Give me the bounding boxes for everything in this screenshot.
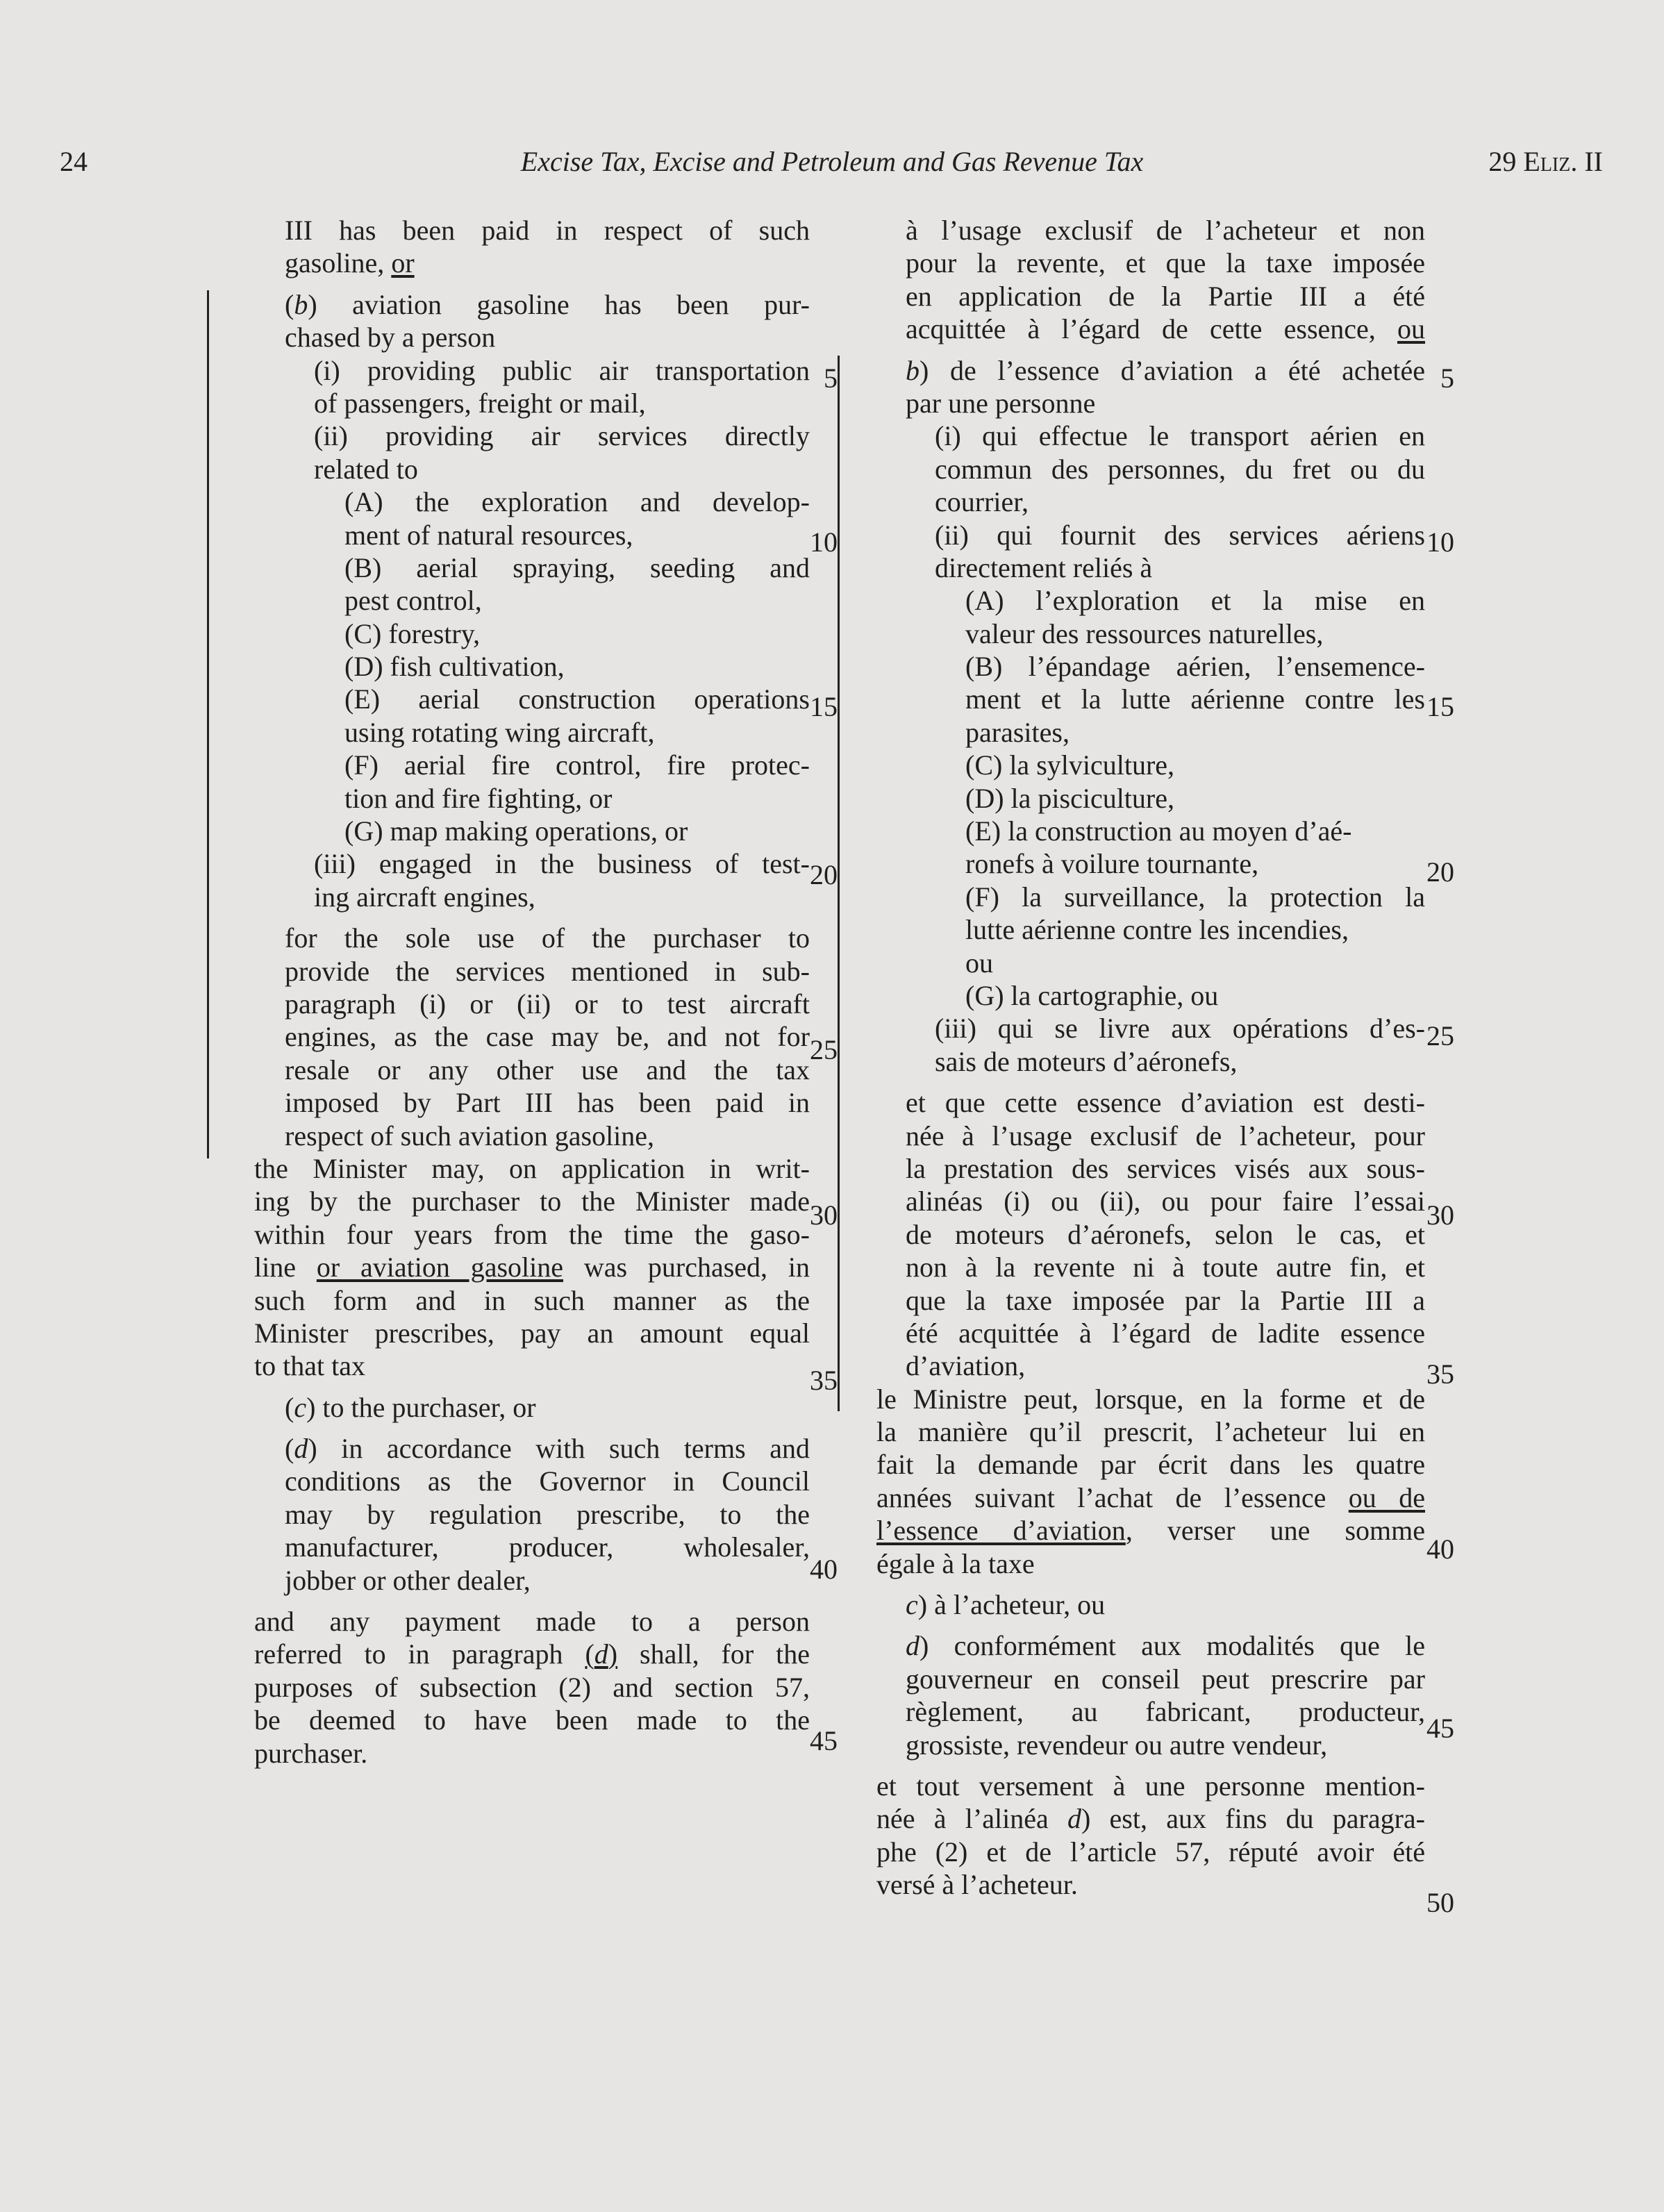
- fr-line: d) conformément aux modalités que le: [906, 1630, 1425, 1662]
- french-column: [876, 214, 1425, 1902]
- fr-line: (F) la surveillance, la protection la: [965, 881, 1425, 913]
- fr-line: d’aviation,: [906, 1350, 1026, 1382]
- change-bar-right: [838, 356, 840, 1411]
- fr-line-number: 50: [1426, 1887, 1454, 1918]
- en-line: (ii) providing air services directly: [314, 420, 810, 452]
- fr-line: lutte aérienne contre les incendies,: [965, 914, 1349, 946]
- fr-line: de moteurs d’aéronefs, selon le cas, et: [906, 1218, 1425, 1250]
- regnal-year: [1488, 144, 1603, 179]
- fr-line: à l’usage exclusif de l’acheteur et non: [906, 215, 1425, 246]
- fr-line: fait la demande par écrit dans les quatre: [876, 1449, 1425, 1481]
- fr-line: courrier,: [935, 486, 1029, 518]
- en-line-number: 35: [810, 1365, 838, 1396]
- fr-line: le Ministre peut, lorsque, en la forme et de: [876, 1383, 1425, 1415]
- en-line: line or aviation gasoline was purchased, in: [254, 1251, 810, 1283]
- fr-line: (ii) qui fournit des services aériens: [935, 519, 1425, 551]
- fr-line: c) à l’acheteur, ou: [906, 1589, 1106, 1621]
- en-line: resale or any other use and the tax: [285, 1054, 810, 1086]
- en-line: chased by a person: [285, 322, 496, 354]
- en-line: be deemed to have been made to the: [254, 1704, 810, 1736]
- fr-line: la manière qu’il prescrit, l’acheteur lui en: [876, 1416, 1425, 1448]
- regnal-year-text: 29 Eliz. II: [1488, 146, 1603, 177]
- fr-line: par une personne: [906, 387, 1096, 419]
- fr-line: et que cette essence d’aviation est desti-: [906, 1087, 1425, 1119]
- en-line: related to: [314, 453, 418, 485]
- fr-line: alinéas (i) ou (ii), ou pour faire l’essai: [906, 1186, 1425, 1217]
- fr-line-number: 20: [1426, 856, 1454, 888]
- fr-line: parasites,: [965, 716, 1070, 748]
- en-line: (F) aerial fire control, fire protec-: [344, 749, 810, 781]
- en-line: (E) aerial construction operations: [344, 683, 810, 715]
- fr-line: en application de la Partie III a été: [906, 280, 1425, 312]
- en-line-number: 20: [810, 859, 838, 890]
- fr-line-number: 40: [1426, 1533, 1454, 1565]
- fr-line: née à l’alinéa d) est, aux fins du paragra-: [876, 1803, 1425, 1835]
- fr-line: années suivant l’achat de l’essence ou de: [876, 1481, 1425, 1513]
- en-line: ing aircraft engines,: [314, 881, 535, 913]
- fr-line: directement reliés à: [935, 551, 1153, 583]
- en-line: purchaser.: [254, 1737, 368, 1769]
- fr-line: que la taxe imposée par la Partie III a: [906, 1284, 1425, 1316]
- fr-line-number: 15: [1426, 691, 1454, 722]
- en-line: (B) aerial spraying, seeding and: [344, 551, 810, 583]
- en-line: engines, as the case may be, and not for: [285, 1021, 810, 1053]
- fr-line-number: 25: [1426, 1020, 1454, 1051]
- en-line: imposed by Part III has been paid in: [285, 1087, 810, 1119]
- en-line: (iii) engaged in the business of test-: [314, 848, 810, 880]
- fr-line: ronefs à voilure tournante,: [965, 848, 1259, 880]
- fr-line: grossiste, revendeur ou autre vendeur,: [906, 1729, 1328, 1761]
- fr-line: phe (2) et de l’article 57, réputé avoir été: [876, 1836, 1425, 1868]
- en-line: the Minister may, on application in writ-: [254, 1152, 810, 1184]
- fr-line: ou: [965, 947, 993, 979]
- en-line: (b) aviation gasoline has been pur-: [285, 288, 810, 320]
- en-line: (c) to the purchaser, or: [285, 1391, 536, 1423]
- en-line: jobber or other dealer,: [285, 1564, 531, 1596]
- en-line-number: 5: [824, 363, 838, 394]
- fr-line: sais de moteurs d’aéronefs,: [935, 1045, 1238, 1077]
- fr-line: (G) la cartographie, ou: [965, 979, 1219, 1011]
- fr-line-number: 45: [1426, 1713, 1454, 1744]
- en-line: for the sole use of the purchaser to: [285, 922, 810, 954]
- en-line: such form and in such manner as the: [254, 1284, 810, 1316]
- en-line: may by regulation prescribe, to the: [285, 1498, 810, 1530]
- en-line: Minister prescribes, pay an amount equal: [254, 1317, 810, 1349]
- fr-line: l’essence d’aviation, verser une somme: [876, 1515, 1426, 1547]
- fr-line: pour la revente, et que la taxe imposée: [906, 247, 1425, 279]
- en-line: ing by the purchaser to the Minister made: [254, 1186, 810, 1217]
- en-line-number: 25: [810, 1034, 838, 1065]
- fr-line: non à la revente ni à toute autre fin, et: [906, 1251, 1425, 1283]
- en-line: (d) in accordance with such terms and: [285, 1433, 810, 1465]
- en-line: III has been paid in respect of such: [285, 215, 810, 246]
- running-title: Excise Tax, Excise and Petroleum and Gas Revenue Tax: [520, 146, 1144, 177]
- fr-line: (C) la sylviculture,: [965, 749, 1175, 781]
- en-line: to that tax: [254, 1350, 365, 1382]
- fr-line: (A) l’exploration et la mise en: [965, 585, 1425, 617]
- fr-line-number: 10: [1426, 526, 1454, 558]
- fr-line: règlement, au fabricant, producteur,: [906, 1696, 1425, 1728]
- fr-line: b) de l’essence d’aviation a été achetée: [906, 354, 1425, 386]
- en-line: (A) the exploration and develop-: [344, 486, 810, 518]
- fr-line: la prestation des services visés aux sous-: [906, 1152, 1425, 1184]
- fr-line: (B) l’épandage aérien, l’ensemence-: [965, 651, 1425, 683]
- fr-line-number: 35: [1426, 1358, 1454, 1390]
- en-line: (D) fish cultivation,: [344, 651, 565, 683]
- en-line: paragraph (i) or (ii) or to test aircraft: [285, 988, 810, 1020]
- fr-line: (D) la pisciculture,: [965, 782, 1174, 814]
- fr-line-number: 5: [1440, 363, 1454, 394]
- fr-line: (iii) qui se livre aux opérations d’es-: [935, 1013, 1425, 1045]
- en-line: tion and fire fighting, or: [344, 782, 613, 814]
- fr-line: gouverneur en conseil peut prescrire par: [906, 1663, 1425, 1695]
- fr-line: acquittée à l’égard de cette essence, ou: [906, 313, 1425, 345]
- fr-line-number: 30: [1426, 1199, 1454, 1231]
- en-line: provide the services mentioned in sub-: [285, 955, 810, 987]
- en-line: respect of such aviation gasoline,: [285, 1120, 655, 1151]
- en-line: and any payment made to a person: [254, 1606, 810, 1638]
- en-line: (i) providing public air transportation: [314, 354, 810, 386]
- en-line-number: 15: [810, 691, 838, 722]
- en-line: within four years from the time the gaso-: [254, 1218, 810, 1250]
- fr-line: valeur des ressources naturelles,: [965, 617, 1324, 649]
- en-line: of passengers, freight or mail,: [314, 387, 646, 419]
- fr-line: née à l’usage exclusif de l’acheteur, pour: [906, 1120, 1425, 1151]
- fr-line: ment et la lutte aérienne contre les: [965, 683, 1425, 715]
- fr-line: commun des personnes, du fret ou du: [935, 453, 1425, 485]
- en-line-number: 30: [810, 1199, 838, 1231]
- fr-line: et tout versement à une personne mention-: [876, 1770, 1425, 1802]
- en-line-number: 45: [810, 1725, 838, 1756]
- en-line: referred to in paragraph (d) shall, for the: [254, 1638, 810, 1670]
- fr-line: égale à la taxe: [876, 1547, 1035, 1579]
- fr-line: (E) la construction au moyen d’aé-: [965, 815, 1352, 847]
- en-line: ment of natural resources,: [344, 519, 633, 551]
- fr-line: été acquittée à l’égard de ladite essence: [906, 1317, 1425, 1349]
- change-bar-left: [207, 290, 209, 1158]
- fr-line: (i) qui effectue le transport aérien en: [935, 420, 1425, 452]
- english-column: [254, 214, 810, 1770]
- en-line: using rotating wing aircraft,: [344, 716, 655, 748]
- page-number: 24: [60, 146, 88, 177]
- en-line: purposes of subsection (2) and section 57,: [254, 1671, 810, 1703]
- en-line: conditions as the Governor in Council: [285, 1465, 810, 1497]
- fr-line: versé à l’acheteur.: [876, 1869, 1078, 1901]
- en-line: gasoline, or: [285, 247, 415, 279]
- en-line-number: 40: [810, 1554, 838, 1585]
- en-line: manufacturer, producer, wholesaler,: [285, 1531, 810, 1563]
- en-line: (C) forestry,: [344, 617, 481, 649]
- en-line: (G) map making operations, or: [344, 815, 688, 847]
- en-line: pest control,: [344, 585, 482, 617]
- en-line-number: 10: [810, 526, 838, 558]
